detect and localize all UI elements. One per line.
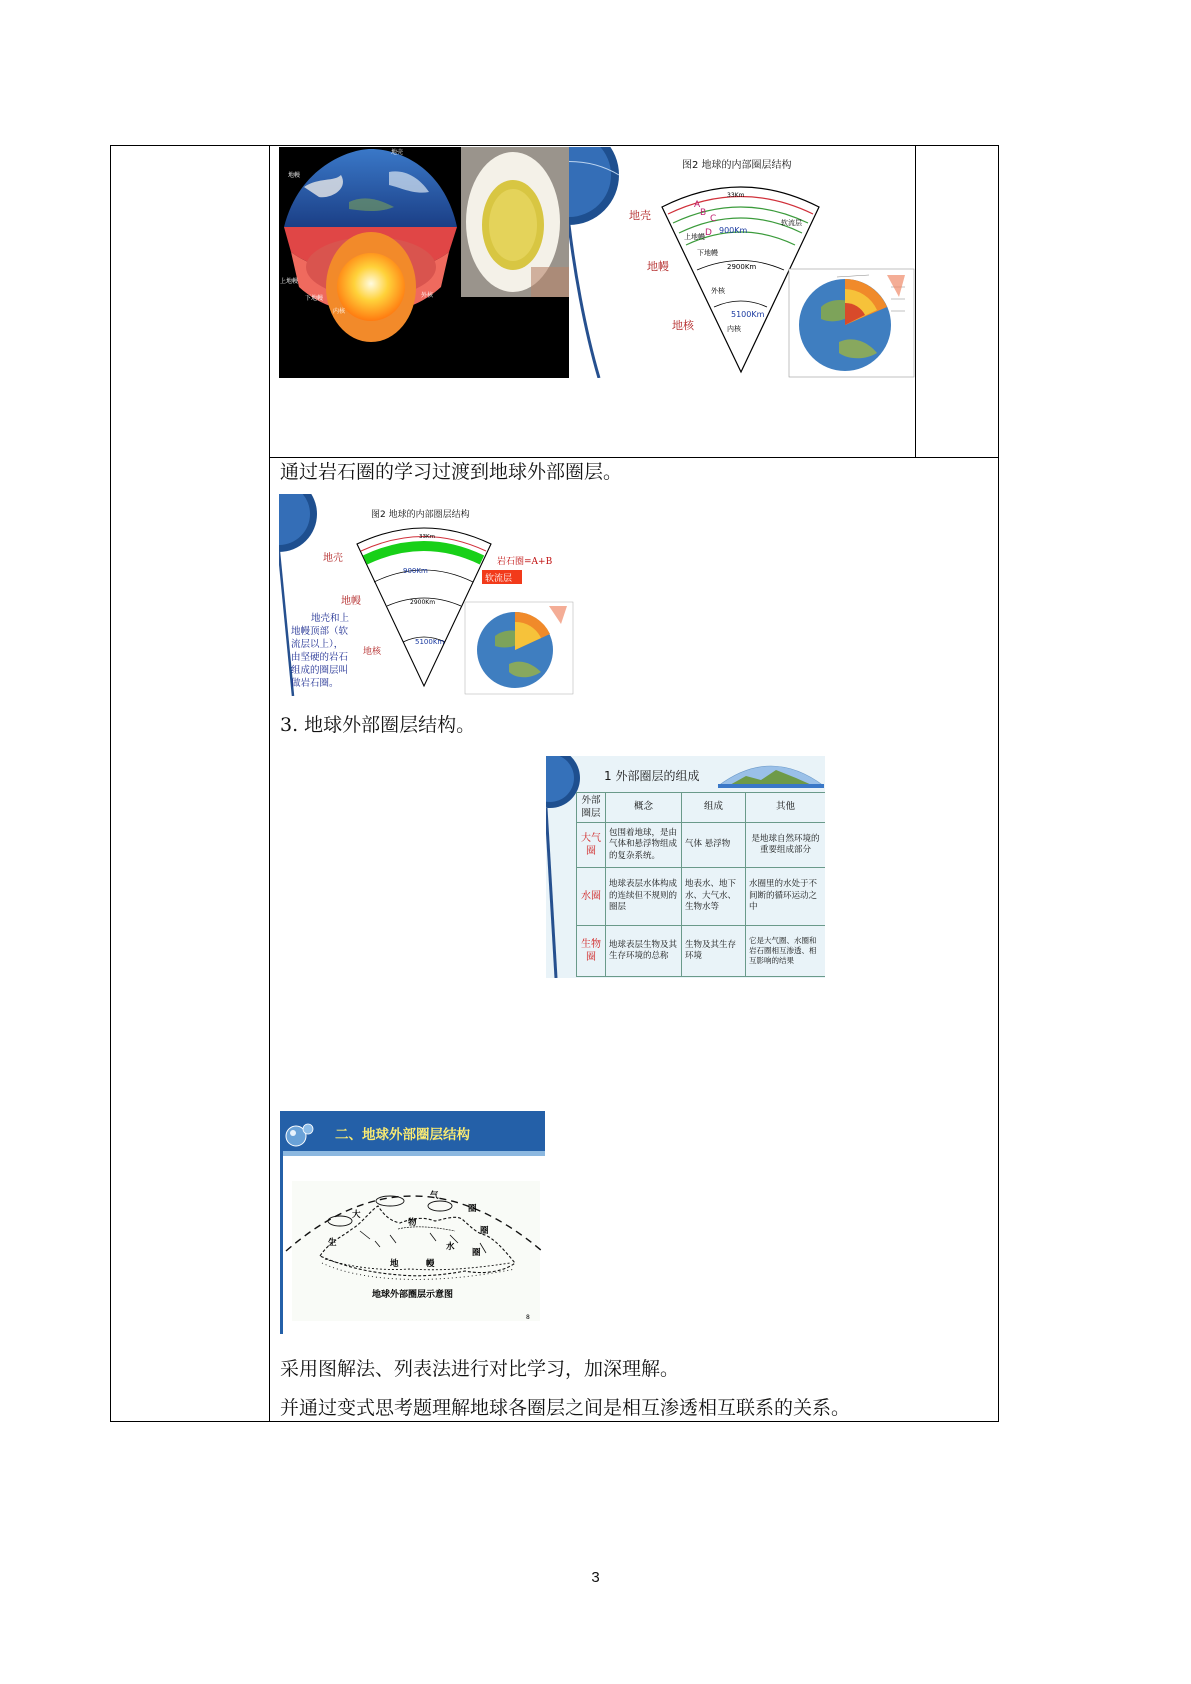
outer-sphere-table bbox=[576, 792, 825, 977]
depth-5100km: 5100Km bbox=[731, 310, 765, 319]
label-upper-mantle: 上地幔 bbox=[280, 278, 299, 285]
egg-image bbox=[461, 147, 569, 378]
table-header-other: 其他 bbox=[746, 793, 826, 823]
lith-note-line-5: 组成的圈层叫 bbox=[291, 665, 349, 676]
slide-page-number: 8 bbox=[526, 1314, 530, 1321]
depth-2900km: 2900Km bbox=[727, 263, 757, 271]
inner-structure-diagram bbox=[569, 147, 915, 378]
paragraph-relation: 并通过变式思考题理解地球各圈层之间是相互渗透相互联系的关系。 bbox=[280, 1397, 851, 1419]
section-heading-3: 3. 地球外部圈层结构。 bbox=[280, 714, 476, 736]
lith-depth-5100km: 5100Km bbox=[415, 638, 445, 646]
row-divider bbox=[270, 457, 999, 458]
side-label-crust: 地壳 bbox=[629, 209, 651, 222]
outer-slide-title: 二、地球外部圈层结构 bbox=[335, 1127, 470, 1143]
slide-header-stripe bbox=[280, 1151, 545, 1156]
lith-note-line-6: 做岩石圈。 bbox=[291, 678, 339, 689]
label-mantle: 地幔 bbox=[288, 172, 301, 179]
table-cell-concept-2: 地球表层水体构成的连续但不规则的圈层 bbox=[606, 868, 682, 926]
depth-900km: 900Km bbox=[719, 226, 748, 235]
sketch-label-sheng: 生 bbox=[328, 1238, 337, 1248]
intro-text: 通过岩石圈的学习过渡到地球外部圈层。 bbox=[280, 461, 623, 483]
lith-note-line-4: 由坚硬的岩石 bbox=[291, 652, 349, 663]
label-inner-core: 内核 bbox=[333, 308, 346, 315]
table-cell-other-2: 水圈里的水处于不间断的循环运动之中 bbox=[746, 868, 826, 926]
table-cell-composition-3: 生物及其生存环境 bbox=[682, 926, 746, 977]
page-number: 3 bbox=[591, 1569, 600, 1586]
table-cell-other-1: 是地球自然环境的重要组成部分 bbox=[746, 823, 826, 868]
table-cell-concept-3: 地球表层生物及其生存环境的总称 bbox=[606, 926, 682, 977]
lith-side-mantle: 地幔 bbox=[341, 596, 361, 607]
table-header-sphere: 外部圈层 bbox=[577, 793, 606, 823]
inner-label-asthenosphere: 软流层 bbox=[781, 219, 802, 227]
asthenosphere-label: 软流层 bbox=[485, 574, 513, 584]
outer-sphere-structure-slide bbox=[280, 1111, 545, 1334]
lithosphere-label: 岩石圈=A+B bbox=[497, 557, 553, 567]
lith-side-crust: 地壳 bbox=[323, 553, 343, 564]
table-cell-sphere-2: 水圈 bbox=[577, 868, 606, 926]
layer-letter-b: B bbox=[700, 208, 707, 218]
sketch-label-qi: 气 bbox=[430, 1191, 439, 1201]
table-bottom-border bbox=[110, 1421, 999, 1422]
depth-33km: 33Km bbox=[727, 192, 745, 199]
outer-sphere-sketch bbox=[280, 1171, 545, 1334]
inner-label-outer-core: 外核 bbox=[711, 287, 725, 295]
table-header-composition: 组成 bbox=[682, 793, 746, 823]
layer-letter-a: A bbox=[694, 200, 701, 210]
slide-bottom-bar bbox=[280, 1111, 283, 1334]
table-left-border bbox=[110, 145, 111, 1422]
label-crust: 地壳 bbox=[391, 149, 404, 156]
lith-diagram-title: 图2 地球的内部圈层结构 bbox=[371, 510, 470, 520]
table-cell-other-3: 它是大气圈、水圈和岩石圈相互渗透、相互影响的结果 bbox=[746, 926, 826, 977]
sketch-label-quan-1: 圈 bbox=[468, 1204, 477, 1214]
column-divider bbox=[269, 145, 270, 1422]
table-cell-sphere-3: 生物圈 bbox=[577, 926, 606, 977]
row1-inner-divider bbox=[915, 145, 916, 457]
lith-note-line-2: 地幔顶部（软 bbox=[291, 626, 349, 637]
table-cell-sphere-1: 大气圈 bbox=[577, 823, 606, 868]
sketch-label-di: 地 bbox=[390, 1259, 399, 1269]
side-label-core: 地核 bbox=[672, 319, 694, 332]
table-cell-composition-1: 气体 悬浮物 bbox=[682, 823, 746, 868]
lith-depth-33km: 33Km bbox=[419, 534, 435, 540]
lith-note-line-1: 地壳和上 bbox=[311, 613, 350, 624]
table-cell-composition-2: 地表水、地下水、大气水、生物水等 bbox=[682, 868, 746, 926]
diagram-title: 图2 地球的内部圈层结构 bbox=[682, 160, 792, 171]
lith-depth-2900km: 2900Km bbox=[410, 599, 436, 606]
outer-sphere-table-slide bbox=[546, 756, 825, 978]
sketch-label-quan-2: 圈 bbox=[480, 1226, 489, 1236]
paragraph-method: 采用图解法、列表法进行对比学习，加深理解。 bbox=[280, 1358, 680, 1380]
sketch-label-shui: 水 bbox=[446, 1242, 455, 1252]
table-slide-title: 1 外部圈层的组成 bbox=[604, 769, 700, 783]
sketch-label-man: 幔 bbox=[426, 1259, 435, 1269]
table-cell-concept-1: 包围着地球，是由气体和悬浮物组成的复杂系统。 bbox=[606, 823, 682, 868]
label-outer-core: 外核 bbox=[421, 292, 434, 299]
earth-cutaway-image bbox=[279, 147, 461, 378]
lith-note-line-3: 流层以上）， bbox=[291, 639, 344, 650]
bubble-icon bbox=[284, 1120, 314, 1148]
sketch-label-da: 大 bbox=[352, 1210, 361, 1220]
table-header-concept: 概念 bbox=[606, 793, 682, 823]
lithosphere-diagram bbox=[279, 494, 575, 696]
side-label-mantle: 地幔 bbox=[647, 260, 669, 273]
lith-side-core: 地核 bbox=[363, 647, 382, 657]
outer-sketch-caption: 地球外部圈层示意图 bbox=[372, 1290, 454, 1300]
layer-letter-d: D bbox=[705, 228, 712, 238]
table-top-border bbox=[110, 145, 999, 146]
inner-label-upper-mantle: 上地幔 bbox=[684, 233, 705, 241]
lith-depth-900km: 900Km bbox=[403, 567, 428, 575]
table-right-border bbox=[998, 145, 999, 1422]
layer-letter-c: C bbox=[710, 214, 717, 224]
inner-label-lower-mantle: 下地幔 bbox=[697, 249, 718, 257]
label-lower-mantle: 下地幔 bbox=[305, 295, 324, 302]
sketch-label-wu: 物 bbox=[408, 1218, 417, 1228]
inner-label-inner-core: 内核 bbox=[727, 325, 741, 333]
sketch-label-quan-3: 圈 bbox=[472, 1248, 481, 1258]
